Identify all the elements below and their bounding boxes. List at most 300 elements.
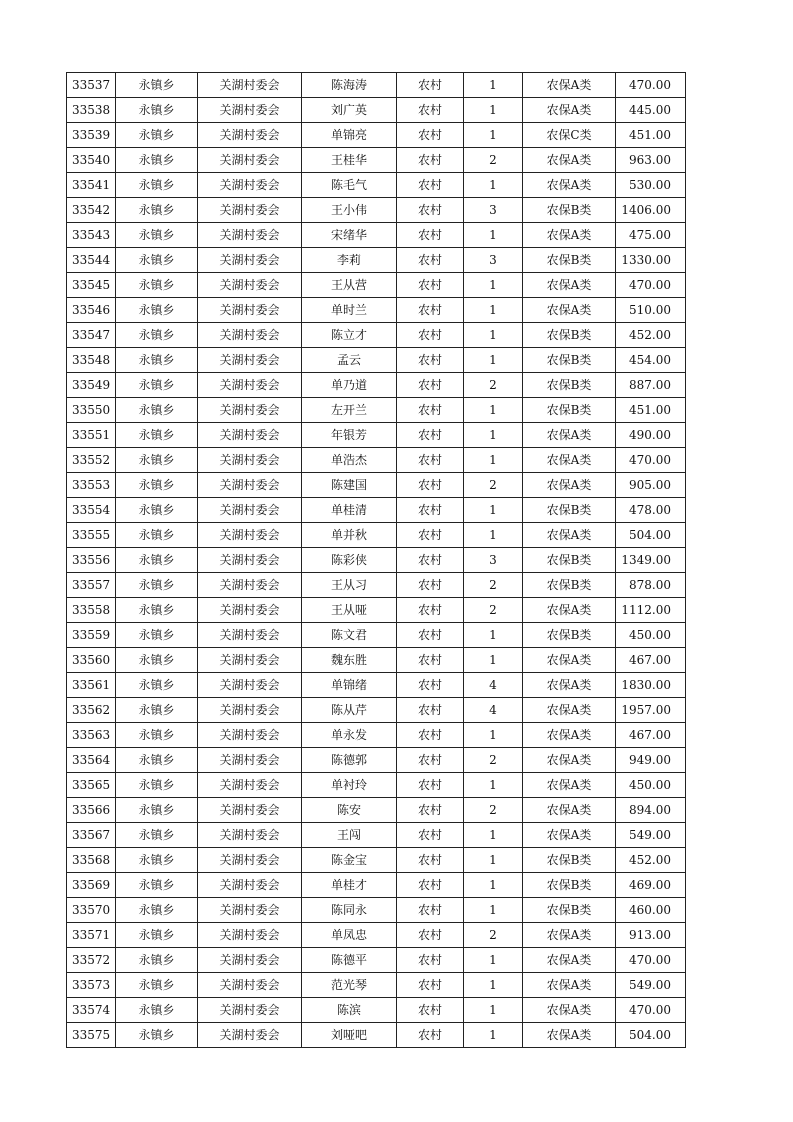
amount-cell: 450.00 (616, 773, 686, 798)
town-cell: 永镇乡 (116, 623, 198, 648)
village-committee-cell: 关湖村委会 (198, 798, 302, 823)
town-cell: 永镇乡 (116, 898, 198, 923)
household-count-cell: 1 (464, 98, 523, 123)
table-row (67, 373, 686, 398)
insurance-category-cell: 农保B类 (523, 323, 616, 348)
area-type-cell: 农村 (397, 598, 464, 623)
village-committee-cell: 关湖村委会 (198, 448, 302, 473)
amount-cell: 470.00 (616, 73, 686, 98)
household-count-cell: 1 (464, 523, 523, 548)
town-cell: 永镇乡 (116, 348, 198, 373)
village-committee-cell: 关湖村委会 (198, 1023, 302, 1048)
record-id-cell: 33550 (67, 398, 116, 423)
table-row (67, 998, 686, 1023)
amount-cell: 504.00 (616, 1023, 686, 1048)
person-name-cell: 王小伟 (302, 198, 397, 223)
area-type-cell: 农村 (397, 73, 464, 98)
table-row (67, 898, 686, 923)
person-name-cell: 单衬玲 (302, 773, 397, 798)
person-name-cell: 单浩杰 (302, 448, 397, 473)
town-cell: 永镇乡 (116, 723, 198, 748)
record-id-cell: 33549 (67, 373, 116, 398)
person-name-cell: 单锦亮 (302, 123, 397, 148)
household-count-cell: 1 (464, 298, 523, 323)
area-type-cell: 农村 (397, 148, 464, 173)
amount-cell: 490.00 (616, 423, 686, 448)
amount-cell: 452.00 (616, 323, 686, 348)
table-row (67, 348, 686, 373)
person-name-cell: 陈同永 (302, 898, 397, 923)
household-count-cell: 2 (464, 473, 523, 498)
household-count-cell: 1 (464, 173, 523, 198)
record-id-cell: 33540 (67, 148, 116, 173)
village-committee-cell: 关湖村委会 (198, 198, 302, 223)
area-type-cell: 农村 (397, 298, 464, 323)
table-row (67, 673, 686, 698)
town-cell: 永镇乡 (116, 298, 198, 323)
table-row (67, 598, 686, 623)
town-cell: 永镇乡 (116, 98, 198, 123)
amount-cell: 504.00 (616, 523, 686, 548)
table-row (67, 823, 686, 848)
area-type-cell: 农村 (397, 573, 464, 598)
table-row (67, 848, 686, 873)
amount-cell: 1957.00 (616, 698, 686, 723)
household-count-cell: 1 (464, 1023, 523, 1048)
town-cell: 永镇乡 (116, 598, 198, 623)
insurance-category-cell: 农保A类 (523, 698, 616, 723)
area-type-cell: 农村 (397, 548, 464, 573)
area-type-cell: 农村 (397, 398, 464, 423)
household-count-cell: 4 (464, 698, 523, 723)
household-count-cell: 1 (464, 998, 523, 1023)
household-count-cell: 1 (464, 848, 523, 873)
amount-cell: 467.00 (616, 648, 686, 673)
village-committee-cell: 关湖村委会 (198, 598, 302, 623)
area-type-cell: 农村 (397, 123, 464, 148)
insurance-category-cell: 农保A类 (523, 173, 616, 198)
household-count-cell: 2 (464, 373, 523, 398)
person-name-cell: 单桂才 (302, 873, 397, 898)
table-row (67, 798, 686, 823)
insurance-category-cell: 农保B类 (523, 398, 616, 423)
record-id-cell: 33546 (67, 298, 116, 323)
table-row (67, 298, 686, 323)
town-cell: 永镇乡 (116, 848, 198, 873)
person-name-cell: 年银芳 (302, 423, 397, 448)
area-type-cell: 农村 (397, 823, 464, 848)
amount-cell: 549.00 (616, 823, 686, 848)
town-cell: 永镇乡 (116, 523, 198, 548)
town-cell: 永镇乡 (116, 648, 198, 673)
village-committee-cell: 关湖村委会 (198, 848, 302, 873)
table-row (67, 648, 686, 673)
record-id-cell: 33557 (67, 573, 116, 598)
record-id-cell: 33569 (67, 873, 116, 898)
person-name-cell: 王从习 (302, 573, 397, 598)
table-row (67, 1023, 686, 1048)
table-row (67, 473, 686, 498)
household-count-cell: 1 (464, 498, 523, 523)
town-cell: 永镇乡 (116, 948, 198, 973)
area-type-cell: 农村 (397, 873, 464, 898)
amount-cell: 894.00 (616, 798, 686, 823)
record-id-cell: 33565 (67, 773, 116, 798)
record-id-cell: 33572 (67, 948, 116, 973)
area-type-cell: 农村 (397, 373, 464, 398)
village-committee-cell: 关湖村委会 (198, 323, 302, 348)
table-row (67, 148, 686, 173)
town-cell: 永镇乡 (116, 173, 198, 198)
village-committee-cell: 关湖村委会 (198, 123, 302, 148)
area-type-cell: 农村 (397, 673, 464, 698)
amount-cell: 452.00 (616, 848, 686, 873)
table-row (67, 498, 686, 523)
roster-table (66, 72, 686, 1048)
record-id-cell: 33561 (67, 673, 116, 698)
village-committee-cell: 关湖村委会 (198, 148, 302, 173)
area-type-cell: 农村 (397, 698, 464, 723)
amount-cell: 1830.00 (616, 673, 686, 698)
person-name-cell: 刘广英 (302, 98, 397, 123)
amount-cell: 887.00 (616, 373, 686, 398)
town-cell: 永镇乡 (116, 448, 198, 473)
record-id-cell: 33544 (67, 248, 116, 273)
record-id-cell: 33551 (67, 423, 116, 448)
area-type-cell: 农村 (397, 948, 464, 973)
person-name-cell: 单乃道 (302, 373, 397, 398)
area-type-cell: 农村 (397, 98, 464, 123)
person-name-cell: 单凤忠 (302, 923, 397, 948)
table-row (67, 573, 686, 598)
record-id-cell: 33548 (67, 348, 116, 373)
village-committee-cell: 关湖村委会 (198, 173, 302, 198)
insurance-category-cell: 农保A类 (523, 748, 616, 773)
insurance-category-cell: 农保A类 (523, 148, 616, 173)
village-committee-cell: 关湖村委会 (198, 473, 302, 498)
person-name-cell: 左开兰 (302, 398, 397, 423)
household-count-cell: 1 (464, 223, 523, 248)
record-id-cell: 33574 (67, 998, 116, 1023)
household-count-cell: 1 (464, 948, 523, 973)
insurance-category-cell: 农保B类 (523, 498, 616, 523)
insurance-category-cell: 农保B类 (523, 548, 616, 573)
insurance-category-cell: 农保A类 (523, 298, 616, 323)
household-count-cell: 3 (464, 548, 523, 573)
amount-cell: 470.00 (616, 998, 686, 1023)
record-id-cell: 33552 (67, 448, 116, 473)
amount-cell: 913.00 (616, 923, 686, 948)
village-committee-cell: 关湖村委会 (198, 373, 302, 398)
record-id-cell: 33562 (67, 698, 116, 723)
area-type-cell: 农村 (397, 173, 464, 198)
table-row (67, 698, 686, 723)
person-name-cell: 陈滨 (302, 998, 397, 1023)
amount-cell: 470.00 (616, 273, 686, 298)
insurance-category-cell: 农保A类 (523, 598, 616, 623)
insurance-category-cell: 农保B类 (523, 848, 616, 873)
person-name-cell: 王闯 (302, 823, 397, 848)
household-count-cell: 1 (464, 873, 523, 898)
table-row (67, 523, 686, 548)
record-id-cell: 33554 (67, 498, 116, 523)
household-count-cell: 1 (464, 73, 523, 98)
insurance-category-cell: 农保A类 (523, 473, 616, 498)
insurance-category-cell: 农保A类 (523, 523, 616, 548)
record-id-cell: 33567 (67, 823, 116, 848)
person-name-cell: 单锦绪 (302, 673, 397, 698)
record-id-cell: 33573 (67, 973, 116, 998)
area-type-cell: 农村 (397, 773, 464, 798)
record-id-cell: 33547 (67, 323, 116, 348)
household-count-cell: 1 (464, 623, 523, 648)
insurance-category-cell: 农保B类 (523, 198, 616, 223)
village-committee-cell: 关湖村委会 (198, 98, 302, 123)
record-id-cell: 33559 (67, 623, 116, 648)
amount-cell: 1349.00 (616, 548, 686, 573)
area-type-cell: 农村 (397, 623, 464, 648)
record-id-cell: 33560 (67, 648, 116, 673)
record-id-cell: 33570 (67, 898, 116, 923)
area-type-cell: 农村 (397, 798, 464, 823)
town-cell: 永镇乡 (116, 223, 198, 248)
village-committee-cell: 关湖村委会 (198, 823, 302, 848)
amount-cell: 1112.00 (616, 598, 686, 623)
area-type-cell: 农村 (397, 898, 464, 923)
person-name-cell: 魏东胜 (302, 648, 397, 673)
table-row (67, 398, 686, 423)
area-type-cell: 农村 (397, 1023, 464, 1048)
town-cell: 永镇乡 (116, 323, 198, 348)
insurance-category-cell: 农保A类 (523, 773, 616, 798)
village-committee-cell: 关湖村委会 (198, 548, 302, 573)
record-id-cell: 33575 (67, 1023, 116, 1048)
town-cell: 永镇乡 (116, 698, 198, 723)
household-count-cell: 1 (464, 773, 523, 798)
table-row (67, 973, 686, 998)
person-name-cell: 陈毛气 (302, 173, 397, 198)
household-count-cell: 1 (464, 898, 523, 923)
area-type-cell: 农村 (397, 998, 464, 1023)
village-committee-cell: 关湖村委会 (198, 623, 302, 648)
insurance-category-cell: 农保B类 (523, 623, 616, 648)
amount-cell: 1406.00 (616, 198, 686, 223)
household-count-cell: 1 (464, 123, 523, 148)
person-name-cell: 陈彩侠 (302, 548, 397, 573)
insurance-category-cell: 农保B类 (523, 248, 616, 273)
roster-body (67, 73, 686, 1048)
town-cell: 永镇乡 (116, 123, 198, 148)
person-name-cell: 单时兰 (302, 298, 397, 323)
insurance-category-cell: 农保A类 (523, 673, 616, 698)
person-name-cell: 王从哑 (302, 598, 397, 623)
table-row (67, 623, 686, 648)
village-committee-cell: 关湖村委会 (198, 723, 302, 748)
record-id-cell: 33555 (67, 523, 116, 548)
insurance-category-cell: 农保A类 (523, 823, 616, 848)
person-name-cell: 李莉 (302, 248, 397, 273)
table-row (67, 873, 686, 898)
household-count-cell: 2 (464, 748, 523, 773)
area-type-cell: 农村 (397, 648, 464, 673)
amount-cell: 450.00 (616, 623, 686, 648)
insurance-category-cell: 农保A类 (523, 423, 616, 448)
household-count-cell: 1 (464, 273, 523, 298)
table-row (67, 748, 686, 773)
village-committee-cell: 关湖村委会 (198, 973, 302, 998)
person-name-cell: 陈德郭 (302, 748, 397, 773)
amount-cell: 445.00 (616, 98, 686, 123)
household-count-cell: 1 (464, 348, 523, 373)
village-committee-cell: 关湖村委会 (198, 673, 302, 698)
record-id-cell: 33563 (67, 723, 116, 748)
village-committee-cell: 关湖村委会 (198, 648, 302, 673)
town-cell: 永镇乡 (116, 248, 198, 273)
record-id-cell: 33542 (67, 198, 116, 223)
insurance-category-cell: 农保A类 (523, 923, 616, 948)
amount-cell: 469.00 (616, 873, 686, 898)
amount-cell: 460.00 (616, 898, 686, 923)
household-count-cell: 1 (464, 423, 523, 448)
area-type-cell: 农村 (397, 748, 464, 773)
person-name-cell: 陈德平 (302, 948, 397, 973)
town-cell: 永镇乡 (116, 823, 198, 848)
table-row (67, 223, 686, 248)
household-count-cell: 1 (464, 973, 523, 998)
record-id-cell: 33571 (67, 923, 116, 948)
insurance-category-cell: 农保A类 (523, 648, 616, 673)
record-id-cell: 33568 (67, 848, 116, 873)
person-name-cell: 陈文君 (302, 623, 397, 648)
person-name-cell: 陈立才 (302, 323, 397, 348)
amount-cell: 1330.00 (616, 248, 686, 273)
household-count-cell: 1 (464, 398, 523, 423)
amount-cell: 510.00 (616, 298, 686, 323)
village-committee-cell: 关湖村委会 (198, 273, 302, 298)
area-type-cell: 农村 (397, 198, 464, 223)
record-id-cell: 33538 (67, 98, 116, 123)
area-type-cell: 农村 (397, 223, 464, 248)
area-type-cell: 农村 (397, 973, 464, 998)
village-committee-cell: 关湖村委会 (198, 523, 302, 548)
household-count-cell: 1 (464, 823, 523, 848)
village-committee-cell: 关湖村委会 (198, 223, 302, 248)
insurance-category-cell: 农保B类 (523, 873, 616, 898)
table-row (67, 323, 686, 348)
area-type-cell: 农村 (397, 248, 464, 273)
area-type-cell: 农村 (397, 723, 464, 748)
town-cell: 永镇乡 (116, 923, 198, 948)
household-count-cell: 1 (464, 648, 523, 673)
village-committee-cell: 关湖村委会 (198, 423, 302, 448)
table-row (67, 248, 686, 273)
person-name-cell: 陈安 (302, 798, 397, 823)
amount-cell: 878.00 (616, 573, 686, 598)
village-committee-cell: 关湖村委会 (198, 73, 302, 98)
record-id-cell: 33558 (67, 598, 116, 623)
table-row (67, 173, 686, 198)
area-type-cell: 农村 (397, 273, 464, 298)
insurance-category-cell: 农保B类 (523, 348, 616, 373)
insurance-category-cell: 农保A类 (523, 273, 616, 298)
person-name-cell: 陈金宝 (302, 848, 397, 873)
record-id-cell: 33537 (67, 73, 116, 98)
table-row (67, 773, 686, 798)
area-type-cell: 农村 (397, 848, 464, 873)
town-cell: 永镇乡 (116, 148, 198, 173)
village-committee-cell: 关湖村委会 (198, 248, 302, 273)
record-id-cell: 33539 (67, 123, 116, 148)
insurance-category-cell: 农保A类 (523, 98, 616, 123)
record-id-cell: 33556 (67, 548, 116, 573)
record-id-cell: 33543 (67, 223, 116, 248)
person-name-cell: 单桂清 (302, 498, 397, 523)
area-type-cell: 农村 (397, 523, 464, 548)
amount-cell: 949.00 (616, 748, 686, 773)
area-type-cell: 农村 (397, 323, 464, 348)
town-cell: 永镇乡 (116, 673, 198, 698)
town-cell: 永镇乡 (116, 73, 198, 98)
amount-cell: 963.00 (616, 148, 686, 173)
insurance-category-cell: 农保A类 (523, 1023, 616, 1048)
amount-cell: 470.00 (616, 448, 686, 473)
amount-cell: 549.00 (616, 973, 686, 998)
town-cell: 永镇乡 (116, 273, 198, 298)
amount-cell: 475.00 (616, 223, 686, 248)
table-row (67, 723, 686, 748)
village-committee-cell: 关湖村委会 (198, 948, 302, 973)
town-cell: 永镇乡 (116, 473, 198, 498)
table-row (67, 198, 686, 223)
town-cell: 永镇乡 (116, 998, 198, 1023)
village-committee-cell: 关湖村委会 (198, 573, 302, 598)
record-id-cell: 33541 (67, 173, 116, 198)
area-type-cell: 农村 (397, 923, 464, 948)
insurance-category-cell: 农保A类 (523, 998, 616, 1023)
insurance-category-cell: 农保A类 (523, 448, 616, 473)
town-cell: 永镇乡 (116, 873, 198, 898)
village-committee-cell: 关湖村委会 (198, 348, 302, 373)
village-committee-cell: 关湖村委会 (198, 773, 302, 798)
insurance-category-cell: 农保C类 (523, 123, 616, 148)
person-name-cell: 宋绪华 (302, 223, 397, 248)
insurance-category-cell: 农保B类 (523, 573, 616, 598)
table-row (67, 948, 686, 973)
insurance-category-cell: 农保A类 (523, 223, 616, 248)
person-name-cell: 孟云 (302, 348, 397, 373)
person-name-cell: 王从营 (302, 273, 397, 298)
town-cell: 永镇乡 (116, 373, 198, 398)
household-count-cell: 1 (464, 323, 523, 348)
amount-cell: 451.00 (616, 398, 686, 423)
insurance-category-cell: 农保A类 (523, 798, 616, 823)
household-count-cell: 2 (464, 923, 523, 948)
amount-cell: 530.00 (616, 173, 686, 198)
insurance-category-cell: 农保B类 (523, 373, 616, 398)
household-count-cell: 4 (464, 673, 523, 698)
town-cell: 永镇乡 (116, 748, 198, 773)
household-count-cell: 2 (464, 598, 523, 623)
person-name-cell: 单并秋 (302, 523, 397, 548)
town-cell: 永镇乡 (116, 973, 198, 998)
village-committee-cell: 关湖村委会 (198, 298, 302, 323)
area-type-cell: 农村 (397, 498, 464, 523)
town-cell: 永镇乡 (116, 773, 198, 798)
amount-cell: 467.00 (616, 723, 686, 748)
table-row (67, 73, 686, 98)
town-cell: 永镇乡 (116, 548, 198, 573)
village-committee-cell: 关湖村委会 (198, 873, 302, 898)
